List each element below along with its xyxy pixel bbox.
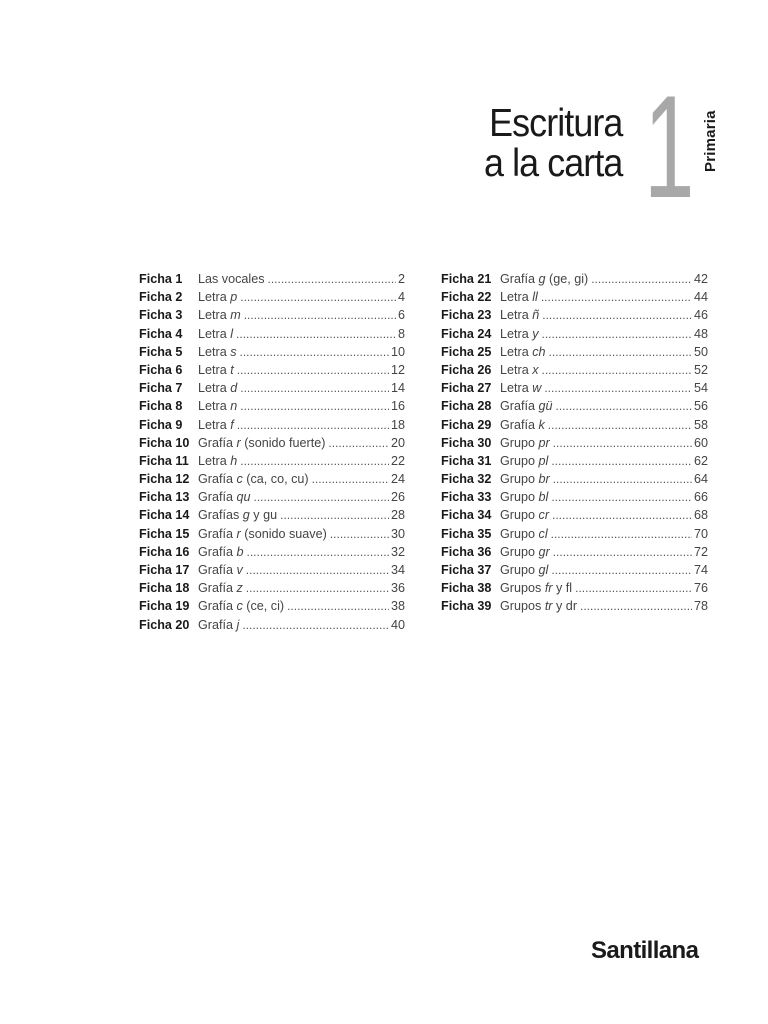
toc-entry-title-suffix: y fl [552, 581, 573, 596]
toc-entry-title [198, 345, 237, 359]
toc-entry-title [198, 308, 241, 322]
toc-entry-page-number: 46 [693, 308, 708, 323]
toc-entry-leader [312, 472, 389, 486]
toc-entry-title [500, 472, 550, 486]
toc-entry-title-prefix: Letra [198, 308, 231, 323]
toc-entry-title-prefix: Grupos [500, 599, 545, 614]
toc-entry-page-number: 14 [390, 381, 405, 396]
toc-entry-label: Ficha 5 [139, 344, 183, 359]
toc-entry-title [500, 290, 538, 304]
toc-entry-label: Ficha 4 [139, 326, 183, 341]
toc-entry-title-suffix: (sonido suave) [240, 526, 327, 541]
toc-entry-title [500, 381, 541, 395]
toc-entry-title-letter: b [236, 544, 244, 559]
toc-entry [139, 599, 405, 617]
toc-entry-label: Ficha 8 [139, 399, 183, 414]
toc-entry [139, 327, 405, 345]
toc-entry-title [500, 490, 548, 504]
toc-entry-title-prefix: Grupo [500, 435, 539, 450]
toc-entry-title-prefix: Grafía [198, 599, 237, 614]
book-title-line-1: Escritura [488, 102, 622, 145]
toc-entry [139, 272, 405, 290]
toc-entry-title-letter: d [230, 381, 238, 396]
toc-entry-label: Ficha 38 [441, 581, 492, 596]
toc-entry-page-number: 70 [693, 526, 708, 541]
toc-entry [139, 381, 405, 399]
toc-entry [441, 308, 708, 326]
toc-entry-title-prefix: Grafías [198, 508, 243, 523]
toc-entry-title [198, 327, 233, 341]
toc-entry-label: Ficha 34 [441, 508, 492, 523]
toc-entry-title-letter: bl [538, 490, 549, 505]
toc-entry-label: Ficha 15 [139, 526, 190, 541]
toc-entry-title [500, 308, 539, 322]
grade-level-label: Primaria [702, 110, 719, 172]
toc-entry-title [198, 545, 244, 559]
toc-entry-page-number: 24 [390, 472, 405, 487]
toc-entry-label: Ficha 2 [139, 290, 183, 305]
toc-entry-leader [542, 363, 692, 377]
toc-entry-leader [244, 308, 396, 322]
toc-entry-label: Ficha 1 [139, 272, 183, 286]
toc-entry-title-letter: r [236, 526, 241, 541]
toc-entry-page-number: 28 [390, 508, 405, 523]
toc-entry-page-number: 2 [397, 272, 405, 286]
toc-entry-title [500, 508, 549, 522]
toc-entry [139, 290, 405, 308]
toc-entry [139, 308, 405, 326]
toc-entry-leader [591, 272, 692, 286]
toc-entry-page-number: 54 [693, 381, 708, 396]
toc-entry [441, 490, 708, 508]
toc-entry [139, 472, 405, 490]
toc-entry-page-number: 22 [390, 453, 405, 468]
toc-entry-title [500, 327, 539, 341]
toc-entry-label: Ficha 18 [139, 581, 190, 596]
toc-entry-leader [553, 545, 692, 559]
toc-entry-title [198, 472, 309, 486]
toc-entry-leader [551, 490, 692, 504]
toc-entry-title-letter: pr [538, 435, 550, 450]
toc-entry-page-number: 66 [693, 490, 708, 505]
toc-entry-title-prefix: Grupo [500, 490, 539, 505]
book-title [472, 104, 622, 184]
toc-entry-title-letter: ch [532, 344, 546, 359]
toc-column-left [139, 272, 405, 636]
toc-entry-title-letter: f [230, 417, 234, 432]
toc-entry-title-letter: br [538, 472, 550, 487]
toc-entry-title [500, 399, 553, 413]
toc-entry [139, 418, 405, 436]
toc-entry-leader [240, 454, 389, 468]
toc-entry-label: Ficha 13 [139, 490, 190, 505]
toc-entry [139, 399, 405, 417]
toc-entry [139, 527, 405, 545]
toc-entry-title-prefix: Grafía [198, 472, 237, 487]
toc-entry [441, 327, 708, 345]
toc-entry [441, 381, 708, 399]
toc-entry-leader [240, 290, 396, 304]
toc-entry-title-prefix: Grupos [500, 581, 545, 596]
toc-entry-title [198, 436, 325, 450]
toc-entry [441, 508, 708, 526]
toc-entry-title [500, 345, 546, 359]
toc-entry [441, 545, 708, 563]
toc-entry-label: Ficha 3 [139, 308, 183, 323]
toc-entry-leader [552, 508, 692, 522]
toc-entry-title-prefix: Letra [198, 399, 231, 414]
toc-entry-title-letter: gr [538, 544, 550, 559]
toc-entry-leader [330, 527, 389, 541]
toc-entry-title [198, 272, 265, 286]
toc-entry-page-number: 68 [693, 508, 708, 523]
toc-entry-title [500, 563, 548, 577]
toc-entry-leader [240, 381, 389, 395]
toc-entry-page-number: 64 [693, 472, 708, 487]
toc-entry-page-number: 16 [390, 399, 405, 414]
toc-entry-title-prefix: Letra [500, 290, 533, 305]
toc-entry [139, 345, 405, 363]
toc-entry-leader [575, 581, 692, 595]
toc-entry-page-number: 6 [397, 308, 405, 323]
toc-entry-page-number: 38 [390, 599, 405, 614]
toc-entry-page-number: 72 [693, 544, 708, 559]
toc-entry-title-prefix: Grafía [500, 272, 539, 286]
toc-entry-page-number: 4 [397, 290, 405, 305]
toc-entry-title-prefix: Grafía [198, 617, 237, 632]
toc-entry-title-letter: gl [538, 563, 549, 577]
toc-entry-title-letter: gü [538, 399, 553, 414]
toc-entry-title-letter: k [538, 417, 545, 432]
toc-entry-label: Ficha 6 [139, 362, 183, 377]
toc-entry-title-letter: z [236, 581, 243, 596]
toc-entry-label: Ficha 21 [441, 272, 492, 286]
toc-entry-label: Ficha 32 [441, 472, 492, 487]
toc-entry-title-letter: v [236, 563, 243, 577]
toc-entry-title [198, 618, 239, 632]
toc-entry-title-prefix: Letra [198, 453, 231, 468]
toc-entry-title [500, 272, 588, 286]
toc-entry-label: Ficha 11 [139, 453, 189, 468]
toc-entry-label: Ficha 19 [139, 599, 190, 614]
toc-entry-title-prefix: Las vocales [198, 272, 265, 286]
toc-entry-title-suffix: (ca, co, cu) [242, 472, 309, 487]
toc-entry [139, 581, 405, 599]
toc-entry-leader [556, 399, 692, 413]
toc-entry-label: Ficha 31 [441, 453, 492, 468]
toc-entry-title-letter: ñ [532, 308, 540, 323]
toc-entry-page-number: 74 [693, 563, 708, 577]
toc-entry-leader [551, 563, 692, 577]
toc-entry-title-letter: m [230, 308, 241, 323]
toc-entry-page-number: 40 [390, 617, 405, 632]
toc-entry-page-number: 26 [390, 490, 405, 505]
toc-entry-leader [237, 363, 389, 377]
toc-entry-title-prefix: Grafía [500, 399, 539, 414]
toc-entry-title [198, 527, 327, 541]
toc-entry-title-letter: t [230, 362, 234, 377]
toc-entry-title-letter: j [236, 617, 240, 632]
toc-entry-page-number: 42 [693, 272, 708, 286]
toc-entry-title-suffix: (sonido fuerte) [240, 435, 326, 450]
toc-entry-page-number: 60 [693, 435, 708, 450]
toc-entry [441, 363, 708, 381]
toc-entry-label: Ficha 22 [441, 290, 492, 305]
toc-entry-label: Ficha 36 [441, 544, 492, 559]
toc-entry-title-prefix: Letra [198, 290, 231, 305]
toc-entry-title [198, 563, 243, 577]
toc-entry-label: Ficha 28 [441, 399, 492, 414]
toc-entry-title-prefix: Letra [500, 344, 533, 359]
grade-number: 1 [644, 65, 695, 228]
toc-entry-label: Ficha 9 [139, 417, 183, 432]
toc-entry-title [198, 581, 243, 595]
toc-entry [139, 563, 405, 581]
toc-entry [139, 545, 405, 563]
toc-entry-page-number: 12 [390, 362, 405, 377]
toc-entry-label: Ficha 35 [441, 526, 492, 541]
toc-entry-title-letter: n [230, 399, 238, 414]
toc-entry-title-letter: p [230, 290, 238, 305]
toc-entry-leader [553, 436, 692, 450]
toc-entry-leader [328, 436, 389, 450]
toc-entry [441, 454, 708, 472]
toc-entry-leader [280, 508, 389, 522]
toc-entry-title-suffix: y dr [552, 599, 578, 614]
toc-entry-leader [246, 563, 389, 577]
toc-entry-leader [551, 527, 692, 541]
toc-entry [441, 563, 708, 581]
toc-entry-title-letter: c [236, 599, 243, 614]
toc-entry-leader [548, 418, 692, 432]
toc-entry-leader [541, 290, 692, 304]
toc-entry [441, 472, 708, 490]
toc-entry-title [500, 454, 548, 468]
toc-entry-title [500, 436, 550, 450]
toc-entry-page-number: 58 [693, 417, 708, 432]
toc-entry-leader [246, 581, 389, 595]
toc-entry-title-suffix: y gu [249, 508, 278, 523]
toc-entry-title [500, 599, 577, 613]
toc-entry-label: Ficha 30 [441, 435, 492, 450]
toc-entry-title-letter: l [230, 326, 234, 341]
toc-entry-title-prefix: Letra [198, 417, 231, 432]
toc-entry-title-suffix: (ce, ci) [242, 599, 285, 614]
toc-entry-title-letter: s [230, 344, 237, 359]
toc-entry-title-prefix: Grafía [198, 581, 237, 596]
toc-entry-title-letter: h [230, 453, 238, 468]
toc-entry-title-prefix: Grafía [198, 435, 237, 450]
toc-entry-label: Ficha 14 [139, 508, 190, 523]
toc-entry-title [198, 381, 237, 395]
toc-entry-title [198, 418, 234, 432]
toc-entry-page-number: 10 [390, 344, 405, 359]
toc-entry-page-number: 44 [693, 290, 708, 305]
toc-entry-page-number: 34 [390, 563, 405, 577]
toc-entry [441, 436, 708, 454]
toc-entry-page-number: 76 [693, 581, 708, 596]
toc-entry-title [198, 490, 251, 504]
toc-entry-title-prefix: Grafía [198, 544, 237, 559]
toc-entry-page-number: 8 [397, 326, 405, 341]
toc-entry-leader [542, 308, 692, 322]
toc-entry-leader [254, 490, 389, 504]
toc-entry [441, 418, 708, 436]
toc-entry-title-letter: fr [544, 581, 553, 596]
toc-entry-page-number: 56 [693, 399, 708, 414]
toc-entry-title-letter: ll [532, 290, 538, 305]
toc-entry-page-number: 48 [693, 326, 708, 341]
toc-entry-label: Ficha 7 [139, 381, 183, 396]
toc-entry [441, 345, 708, 363]
toc-entry-title [198, 363, 234, 377]
toc-entry-page-number: 78 [693, 599, 708, 614]
toc-entry-title [198, 508, 277, 522]
toc-entry-leader [580, 599, 692, 613]
toc-entry-page-number: 18 [390, 417, 405, 432]
toc-entry-page-number: 20 [390, 435, 405, 450]
toc-entry-title-letter: w [532, 381, 542, 396]
toc-entry-leader [551, 454, 692, 468]
toc-entry-title-prefix: Letra [500, 381, 533, 396]
toc-entry-title [198, 399, 237, 413]
toc-entry-label: Ficha 23 [441, 308, 492, 323]
toc-entry-title-prefix: Letra [198, 362, 231, 377]
toc-entry-page-number: 52 [693, 362, 708, 377]
toc-entry-title [500, 545, 550, 559]
toc-entry-page-number: 36 [390, 581, 405, 596]
toc-entry-title-letter: y [532, 326, 539, 341]
toc-entry-title-letter: tr [544, 599, 553, 614]
toc-entry [139, 490, 405, 508]
toc-entry-label: Ficha 26 [441, 362, 492, 377]
toc-entry-leader [237, 418, 389, 432]
toc-entry [139, 436, 405, 454]
toc-entry-leader [240, 345, 389, 359]
toc-entry-title-prefix: Grupo [500, 544, 539, 559]
book-title-line-2: a la carta [483, 142, 622, 185]
toc-entry-title [198, 290, 237, 304]
toc-entry [139, 508, 405, 526]
toc-entry-title [500, 527, 548, 541]
toc-entry-page-number: 32 [390, 544, 405, 559]
toc-entry-title [198, 599, 284, 613]
toc-entry-title-suffix: (ge, gi) [545, 272, 589, 286]
toc-entry-label: Ficha 27 [441, 381, 492, 396]
toc-entry-title-prefix: Grafía [198, 490, 237, 505]
toc-entry-title-prefix: Grupo [500, 563, 539, 577]
toc-entry-title-prefix: Letra [500, 308, 533, 323]
toc-entry-title-prefix: Letra [198, 344, 231, 359]
toc-entry-leader [247, 545, 389, 559]
toc-entry-leader [268, 272, 396, 286]
toc-entry-title-prefix: Grupo [500, 508, 539, 523]
toc-entry-label: Ficha 29 [441, 417, 492, 432]
toc-entry-title-prefix: Grupo [500, 472, 539, 487]
toc-entry-leader [553, 472, 692, 486]
toc-entry-label: Ficha 24 [441, 326, 492, 341]
toc-entry-page-number: 30 [390, 526, 405, 541]
toc-entry-label: Ficha 25 [441, 344, 492, 359]
toc-entry-title-letter: x [532, 362, 539, 377]
toc-entry-title-letter: g [242, 508, 250, 523]
toc-entry [441, 272, 708, 290]
toc-entry-title-letter: cr [538, 508, 550, 523]
toc-entry-title-letter: cl [538, 526, 548, 541]
toc-entry-title-letter: c [236, 472, 243, 487]
toc-entry-title [500, 418, 545, 432]
toc-entry-title-prefix: Letra [198, 381, 231, 396]
toc-entry-title-prefix: Grafía [198, 563, 237, 577]
toc-entry-title-prefix: Grafía [198, 526, 237, 541]
toc-entry [139, 454, 405, 472]
toc-entry-label: Ficha 33 [441, 490, 492, 505]
toc-entry-label: Ficha 20 [139, 617, 190, 632]
toc-entry [441, 581, 708, 599]
toc-entry-title [500, 581, 572, 595]
toc-entry [139, 363, 405, 381]
toc-entry-title-prefix: Grupo [500, 453, 539, 468]
toc-entry-leader [240, 399, 389, 413]
toc-entry [441, 399, 708, 417]
toc-entry-leader [236, 327, 396, 341]
toc-entry-title-prefix: Grafía [500, 417, 539, 432]
toc-entry [139, 618, 405, 636]
toc-entry-label: Ficha 16 [139, 544, 190, 559]
toc-entry [441, 290, 708, 308]
toc-entry-title-prefix: Letra [500, 326, 533, 341]
toc-entry-leader [549, 345, 692, 359]
toc-entry-label: Ficha 39 [441, 599, 492, 614]
toc-entry-title [500, 363, 539, 377]
toc-entry-title [198, 454, 237, 468]
toc-entry-title-letter: pl [538, 453, 549, 468]
toc-entry-label: Ficha 10 [139, 435, 190, 450]
toc-entry-label: Ficha 37 [441, 563, 492, 577]
toc-entry-page-number: 50 [693, 344, 708, 359]
toc-entry-label: Ficha 17 [139, 563, 190, 577]
toc-entry-title-letter: qu [236, 490, 251, 505]
toc-entry-leader [544, 381, 692, 395]
toc-entry [441, 599, 708, 617]
toc-entry-label: Ficha 12 [139, 472, 190, 487]
toc-column-right [441, 272, 708, 618]
toc-entry-leader [242, 618, 389, 632]
toc-entry-title-prefix: Letra [500, 362, 533, 377]
toc-entry [441, 527, 708, 545]
toc-entry-title-prefix: Letra [198, 326, 231, 341]
toc-entry-leader [287, 599, 389, 613]
toc-entry-title-prefix: Grupo [500, 526, 539, 541]
toc-entry-leader [542, 327, 692, 341]
toc-entry-title-letter: r [236, 435, 241, 450]
toc-entry-page-number: 62 [693, 453, 708, 468]
publisher-logo: Santillana [591, 937, 699, 964]
toc-entry-title-letter: g [538, 272, 546, 286]
